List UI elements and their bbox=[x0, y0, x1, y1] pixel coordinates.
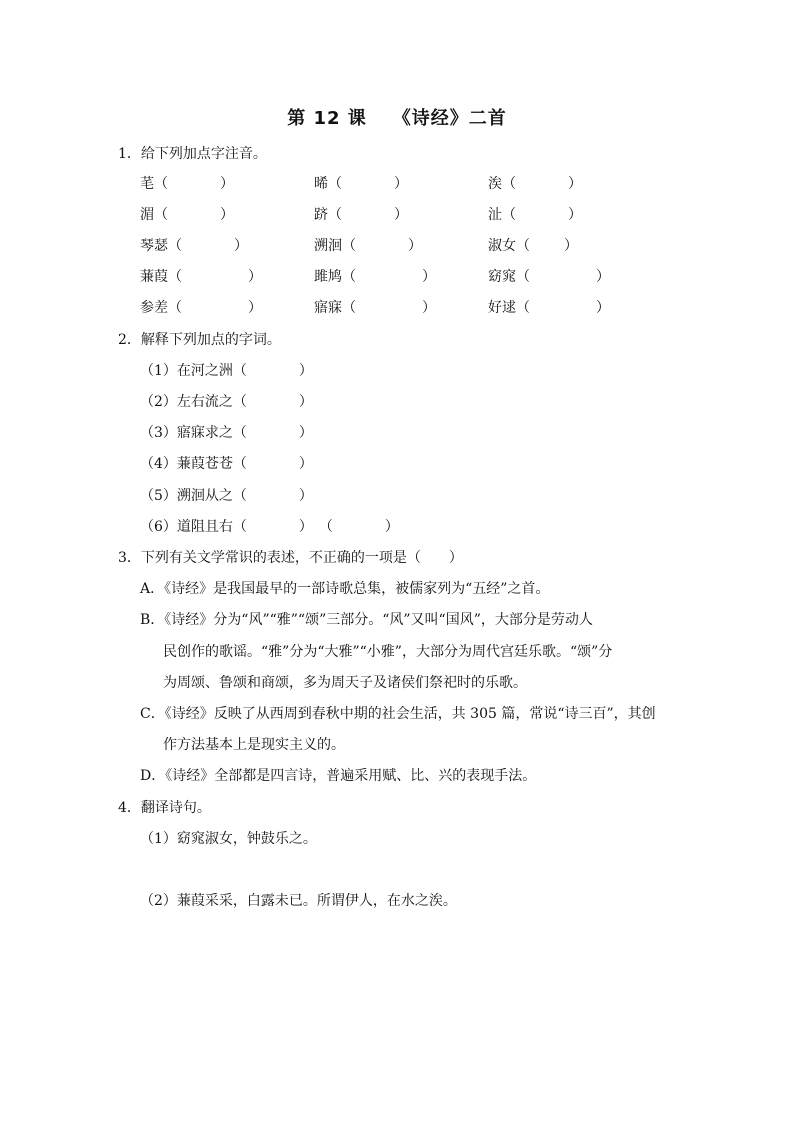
q2-item: （2）左右流之（ ） bbox=[140, 394, 313, 410]
pinyin-row bbox=[140, 236, 660, 267]
q3-prompt: 3．下列有关文学常识的表述，不正确的一项是（ ） bbox=[118, 550, 463, 566]
q4-sentence-1: （1）窈窕淑女，钟鼓乐之。 bbox=[140, 831, 317, 847]
pinyin-row bbox=[140, 267, 660, 298]
q3-option-c[interactable]: C．《诗经》反映了从西周到春秋中期的社会生活，共 305 篇，常说“诗三百”，其创 bbox=[140, 706, 656, 722]
pinyin-item: 蒹葭（ ） bbox=[140, 269, 262, 285]
pinyin-row bbox=[140, 298, 660, 329]
pinyin-row bbox=[140, 205, 660, 236]
pinyin-item: 参差（ ） bbox=[140, 300, 262, 316]
pinyin-grid bbox=[140, 174, 660, 329]
q3-option-a[interactable]: A．《诗经》是我国最早的一部诗歌总集，被儒家列为“五经”之首。 bbox=[140, 581, 550, 597]
pinyin-row bbox=[140, 174, 660, 205]
pinyin-item: 芼（ ） bbox=[140, 176, 234, 192]
q2-item: （5）溯洄从之（ ） bbox=[140, 488, 313, 504]
pinyin-item: 雎鸠（ ） bbox=[314, 269, 436, 285]
q3-option-b-cont: 为周颂、鲁颂和商颂，多为周天子及诸侯们祭祀时的乐歌。 bbox=[163, 675, 527, 691]
q3-option-d[interactable]: D．《诗经》全部都是四言诗，普遍采用赋、比、兴的表现手法。 bbox=[140, 768, 537, 784]
q1-prompt: 1．给下列加点字注音。 bbox=[118, 146, 267, 162]
pinyin-item: 琴瑟（ ） bbox=[140, 238, 248, 254]
q2-item: （3）寤寐求之（ ） bbox=[140, 425, 313, 441]
pinyin-item: 溯洄（ ） bbox=[314, 238, 422, 254]
q2-prompt: 2．解释下列加点的字词。 bbox=[118, 332, 281, 348]
q2-item: （6）道阻且右（ ） （ ） bbox=[140, 519, 399, 535]
q2-item: （4）蒹葭苍苍（ ） bbox=[140, 456, 313, 472]
pinyin-item: 跻（ ） bbox=[314, 207, 408, 223]
pinyin-item: 窈窕（ ） bbox=[488, 269, 610, 285]
q4-sentence-2: （2）蒹葭采采，白露未已。所谓伊人，在水之涘。 bbox=[140, 893, 457, 909]
q3-option-b-cont: 民创作的歌谣。“雅”分为“大雅”“小雅”，大部分为周代宫廷乐歌。“颂”分 bbox=[163, 644, 613, 660]
pinyin-item: 寤寐（ ） bbox=[314, 300, 436, 316]
lesson-number: 第 12 课 bbox=[287, 108, 367, 129]
pinyin-item: 涘（ ） bbox=[488, 176, 582, 192]
pinyin-item: 沚（ ） bbox=[488, 207, 582, 223]
pinyin-item: 湄（ ） bbox=[140, 207, 234, 223]
q3-option-b[interactable]: B．《诗经》分为“风”“雅”“颂”三部分。“风”又叫“国风”，大部分是劳动人 bbox=[140, 612, 593, 628]
pinyin-item: 晞（ ） bbox=[314, 176, 408, 192]
q3-option-c-cont: 作方法基本上是现实主义的。 bbox=[163, 737, 345, 753]
pinyin-item: 好逑（ ） bbox=[488, 300, 610, 316]
q2-item: （1）在河之洲（ ） bbox=[140, 363, 313, 379]
pinyin-item: 淑女（ ） bbox=[488, 238, 578, 254]
q4-prompt: 4．翻译诗句。 bbox=[118, 800, 211, 816]
lesson-title: 《诗经》二首 bbox=[392, 108, 507, 129]
page-title bbox=[0, 104, 794, 130]
